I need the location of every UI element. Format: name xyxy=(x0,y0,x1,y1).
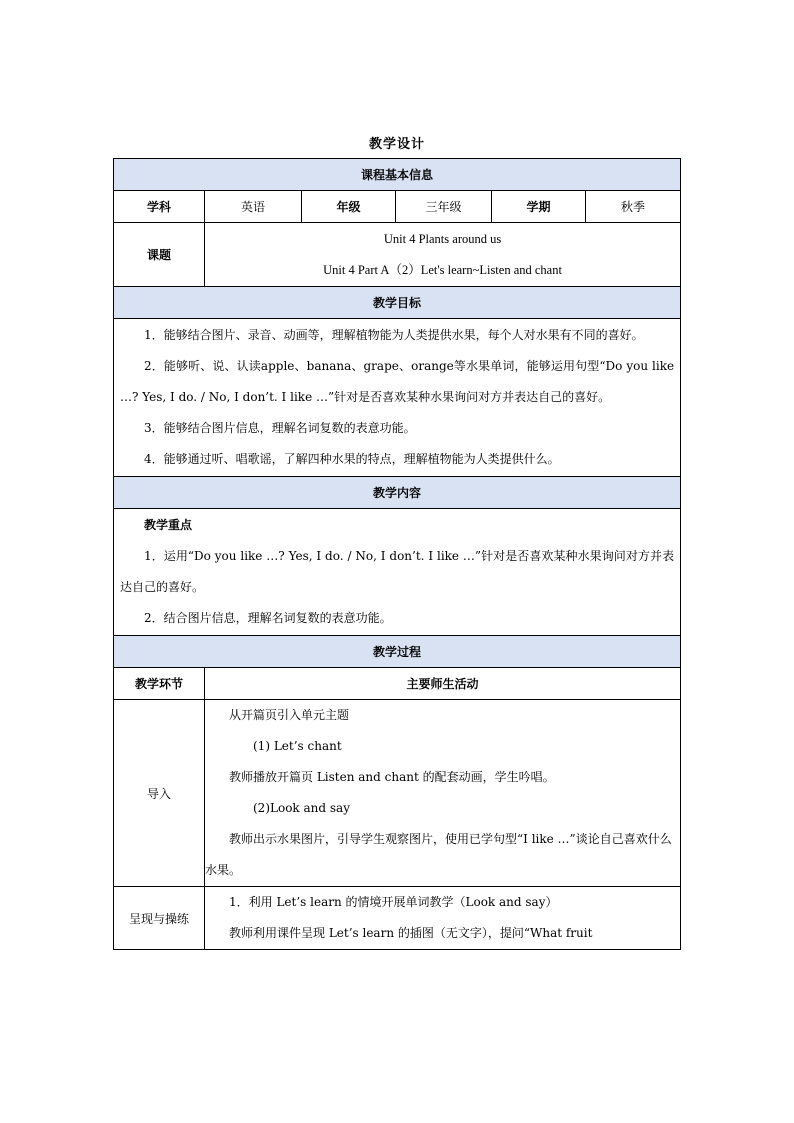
topic-value xyxy=(205,223,681,287)
basic-info-header: 课程基本信息 xyxy=(114,159,681,191)
key-point-item: 2．结合图片信息，理解名词复数的表意功能。 xyxy=(144,611,392,625)
key-point-item: 1．运用“Do you like …? Yes, I do. / No, I don’t. I like …”针对是否喜欢某种水果询问对方并表达自己的喜好。 xyxy=(120,549,675,594)
practice-line: 教师利用课件呈现 Let’s learn 的插图（无文字），提问“What fruit xyxy=(229,926,593,940)
objective-item: 1．能够结合图片、录音、动画等，理解植物能为人类提供水果，每个人对水果有不同的喜好。 xyxy=(144,328,644,342)
grade-value: 三年级 xyxy=(396,191,492,223)
subject-label: 学科 xyxy=(114,191,205,223)
term-value: 秋季 xyxy=(586,191,681,223)
subject-value: 英语 xyxy=(205,191,302,223)
objective-item: 4．能够通过听、唱歌谣，了解四种水果的特点，理解植物能为人类提供什么。 xyxy=(144,452,560,466)
topic-label: 课题 xyxy=(114,223,205,287)
intro-line: (2)Look and say xyxy=(253,801,350,815)
objectives-header: 教学目标 xyxy=(114,287,681,319)
process-header: 教学过程 xyxy=(114,636,681,668)
topic-lesson-title: Unit 4 Part A（2）Let's learn~Listen and chant xyxy=(323,262,562,277)
lesson-plan-table xyxy=(113,158,681,950)
stage-column-header: 教学环节 xyxy=(114,668,205,700)
content-header: 教学内容 xyxy=(114,477,681,509)
intro-stage: 导入 xyxy=(114,700,205,887)
content-body xyxy=(114,509,681,636)
objectives-body xyxy=(114,319,681,477)
intro-line: (1) Let’s chant xyxy=(253,739,342,753)
intro-line: 从开篇页引入单元主题 xyxy=(229,708,350,722)
objective-item: 2．能够听、说、认读apple、banana、grape、orange等水果单词，能够运用句型“Do you like …? Yes, I do. / No, I don’t. I like …”针对是否喜欢某种水果询问对方并表达自己的喜好。 xyxy=(120,359,675,404)
practice-activities xyxy=(205,887,681,950)
topic-unit-title: Unit 4 Plants around us xyxy=(383,231,502,246)
intro-line: 教师出示水果图片，引导学生观察图片，使用已学句型“I like …”谈论自己喜欢什么水果。 xyxy=(205,832,672,877)
objective-item: 3．能够结合图片信息，理解名词复数的表意功能。 xyxy=(144,421,416,435)
term-label: 学期 xyxy=(492,191,586,223)
key-points-label: 教学重点 xyxy=(144,518,193,532)
document-title: 教学设计 xyxy=(368,137,425,152)
intro-line: 教师播放开篇页 Listen and chant 的配套动画，学生吟唱。 xyxy=(229,770,555,784)
practice-stage: 呈现与操练 xyxy=(114,887,205,950)
grade-label: 年级 xyxy=(302,191,396,223)
practice-line: 1．利用 Let’s learn 的情境开展单词教学（Look and say） xyxy=(229,895,558,909)
intro-activities xyxy=(205,700,681,887)
activity-column-header: 主要师生活动 xyxy=(205,668,681,700)
